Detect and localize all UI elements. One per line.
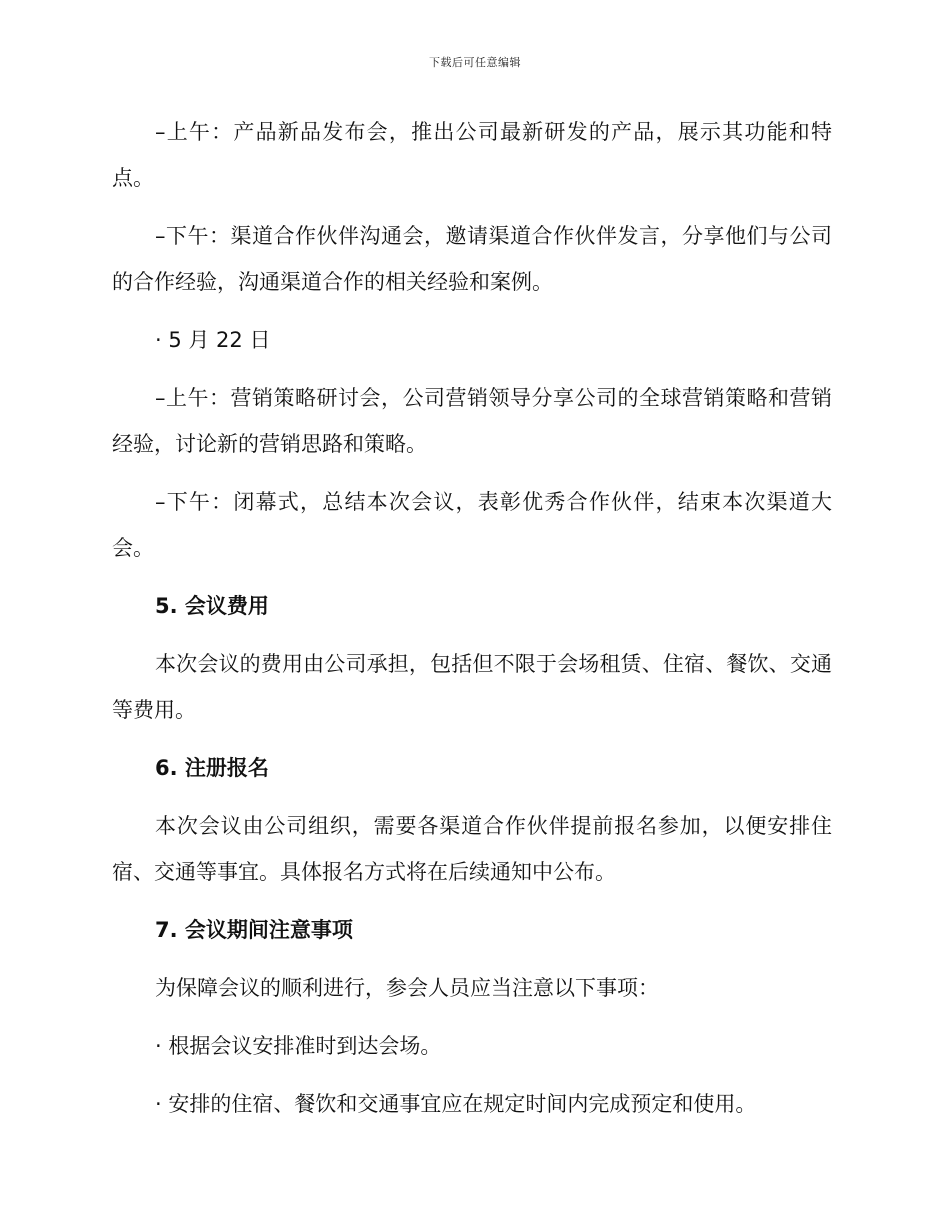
document-body — [112, 109, 832, 1139]
section-5-body: 本次会议的费用由公司承担，包括但不限于会场租赁、住宿、餐饮、交通等费用。 — [112, 652, 832, 722]
section-7-heading: 7. 会议期间注意事项 — [155, 918, 353, 942]
agenda-may21-morning: –上午：产品新品发布会，推出公司最新研发的产品，展示其功能和特点。 — [112, 120, 832, 190]
agenda-may22-label: · 5 月 22 日 — [155, 328, 271, 352]
header-note: 下载后可任意编辑 — [429, 56, 521, 69]
agenda-may22-afternoon: –下午：闭幕式，总结本次会议，表彰优秀合作伙伴，结束本次渠道大会。 — [112, 490, 832, 560]
section-7-intro: 为保障会议的顺利进行，参会人员应当注意以下事项： — [155, 976, 659, 1000]
section-5-heading: 5. 会议费用 — [155, 594, 269, 618]
list-item: · 安排的住宿、餐饮和交通事宜应在规定时间内完成预定和使用。 — [155, 1092, 757, 1116]
list-item: · 根据会议安排准时到达会场。 — [155, 1034, 442, 1058]
agenda-may21-afternoon: –下午：渠道合作伙伴沟通会，邀请渠道合作伙伴发言，分享他们与公司的合作经验，沟通渠道合作的相关经验和案例。 — [112, 224, 832, 294]
agenda-may22-morning: –上午：营销策略研讨会，公司营销领导分享公司的全球营销策略和营销经验，讨论新的营销思路和策略。 — [112, 386, 832, 456]
section-6-body: 本次会议由公司组织，需要各渠道合作伙伴提前报名参加，以便安排住宿、交通等事宜。具体报名方式将在后续通知中公布。 — [112, 814, 832, 884]
section-6-heading: 6. 注册报名 — [155, 756, 269, 780]
